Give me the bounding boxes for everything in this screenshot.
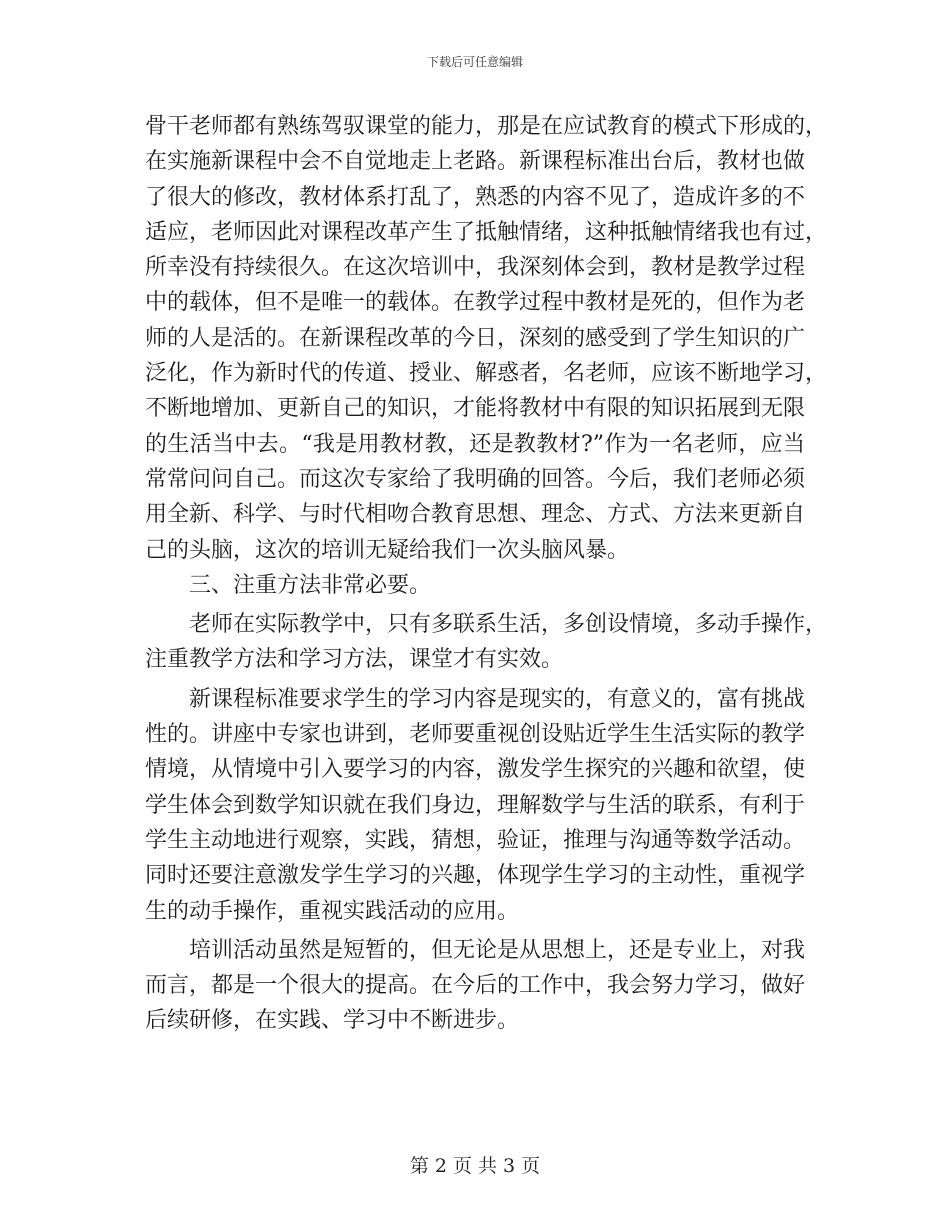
- paragraph: [145, 682, 805, 929]
- text-line: 适应，老师因此对课程改革产生了抵触情绪，这种抵触情绪我也有过，: [145, 219, 828, 245]
- document-body: [145, 109, 828, 1039]
- text-line: 性的。讲座中专家也讲到，老师要重视创设贴近学生生活实际的教学: [145, 722, 806, 748]
- page-header-note: 下载后可任意编辑: [426, 55, 523, 69]
- text-line: 老师在实际教学中，只有多联系生活，多创设情境，多动手操作，: [189, 612, 828, 638]
- text-line: 三、注重方法非常必要。: [189, 572, 432, 598]
- text-line: 学生体会到数学知识就在我们身边，理解数学与生活的联系，有利于: [145, 792, 806, 818]
- text-line: 中的载体，但不是唯一的载体。在教学过程中教材是死的，但作为老: [145, 290, 806, 316]
- text-line: 生的动手操作，重视实践活动的应用。: [145, 898, 520, 924]
- text-line: 而言，都是一个很大的提高。在今后的工作中，我会努力学习，做好: [145, 973, 806, 999]
- paragraph: [145, 607, 828, 678]
- text-line: 骨干老师都有熟练驾驭课堂的能力，那是在应试教育的模式下形成的，: [145, 114, 828, 139]
- text-line: 了很大的修改，教材体系打乱了，熟悉的内容不见了，造成许多的不: [145, 184, 806, 210]
- text-line: 注重教学方法和学习方法，课堂才有实效。: [145, 647, 564, 673]
- text-line: 己的头脑，这次的培训无疑给我们一次头脑风暴。: [145, 537, 630, 563]
- section-heading: [145, 568, 805, 603]
- paragraph: [145, 933, 805, 1039]
- text-line: 新课程标准要求学生的学习内容是现实的，有意义的，富有挑战: [189, 686, 806, 712]
- text-line: 泛化，作为新时代的传道、授业、解惑者，名老师，应该不断地学习，: [145, 361, 828, 387]
- text-line: 用全新、科学、与时代相吻合教育思想、理念、方式、方法来更新自: [145, 502, 806, 528]
- text-line: 常常问问自己。而这次专家给了我明确的回答。今后，我们老师必须: [145, 466, 806, 492]
- text-line: 在实施新课程中会不自觉地走上老路。新课程标准出台后，教材也做: [145, 149, 806, 175]
- text-line: 培训活动虽然是短暂的，但无论是从思想上，还是专业上，对我: [189, 937, 806, 963]
- text-line: 情境，从情境中引入要学习的内容，激发学生探究的兴趣和欲望，使: [145, 757, 806, 783]
- text-line: 学生主动地进行观察，实践，猜想，验证，推理与沟通等数学活动。: [145, 827, 806, 853]
- text-line: 师的人是活的。在新课程改革的今日，深刻的感受到了学生知识的广: [145, 325, 806, 351]
- text-line: 所幸没有持续很久。在这次培训中，我深刻体会到，教材是教学过程: [145, 255, 806, 281]
- paragraph: [145, 109, 828, 568]
- text-line: 的生活当中去。“我是用教材教，还是教教材?”作为一名老师，应当: [145, 431, 805, 457]
- text-line: 后续研修，在实践、学习中不断进步。: [145, 1008, 520, 1034]
- page-number: 第 2 页 共 3 页: [409, 1155, 541, 1177]
- text-line: 同时还要注意激发学生学习的兴趣，体现学生学习的主动性，重视学: [145, 863, 806, 889]
- text-line: 不断地增加、更新自己的知识，才能将教材中有限的知识拓展到无限: [145, 396, 806, 422]
